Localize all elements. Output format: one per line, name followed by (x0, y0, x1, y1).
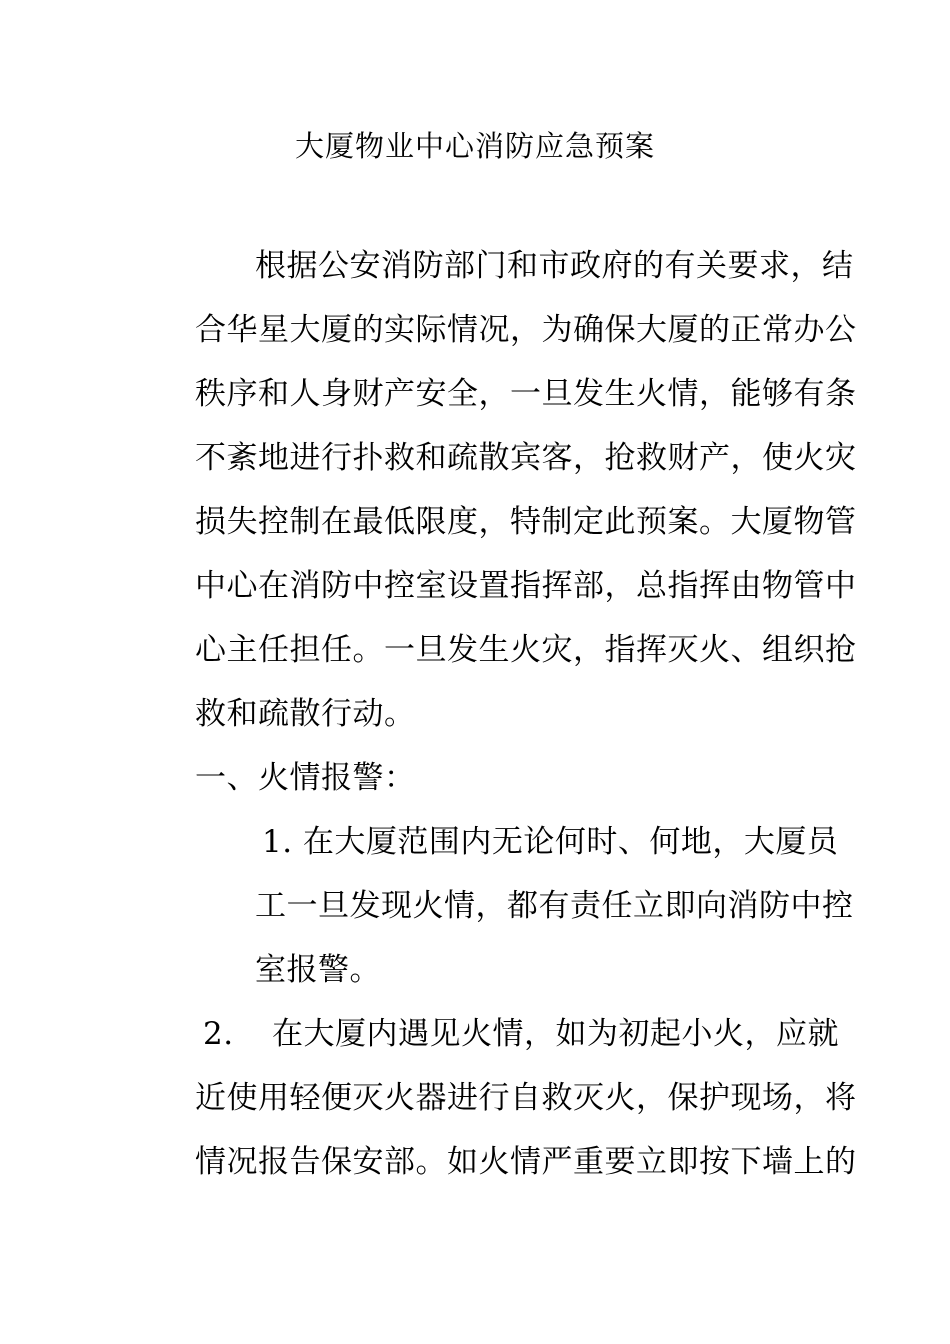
intro-line-3: 秩序和人身财产安全，一旦发生火情，能够有条 (195, 376, 857, 412)
intro-line-4: 不紊地进行扑救和疏散宾客，抢救财产，使火灾 (195, 440, 857, 476)
item-2-line-1: 在大厦内遇见火情，如为初起小火，应就 (272, 1016, 839, 1052)
item-1-line-3: 室报警。 (255, 952, 381, 988)
section-heading: 一、火情报警： (195, 760, 416, 796)
intro-line-5: 损失控制在最低限度，特制定此预案。大厦物管 (195, 504, 857, 540)
item-1-line-2: 工一旦发现火情，都有责任立即向消防中控 (255, 888, 854, 924)
intro-line-6: 中心在消防中控室设置指挥部，总指挥由物管中 (195, 568, 857, 604)
item-1-line-1: 1. 在大厦范围内无论何时、何地，大厦员 (262, 824, 839, 860)
item-2-line-2: 近使用轻便灭火器进行自救灭火，保护现场，将 (195, 1080, 857, 1116)
intro-line-8: 救和疏散行动。 (195, 696, 416, 732)
intro-line-7: 心主任担任。一旦发生火灾，指挥灭火、组织抢 (195, 632, 857, 668)
intro-line-1: 根据公安消防部门和市政府的有关要求，结 (255, 248, 854, 284)
item-2-line-3: 情况报告保安部。如火情严重要立即按下墙上的 (195, 1144, 857, 1180)
intro-line-2: 合华星大厦的实际情况，为确保大厦的正常办公 (195, 312, 857, 348)
item-2-number: 2. (203, 1016, 234, 1052)
document-title: 大厦物业中心消防应急预案 (294, 129, 655, 163)
